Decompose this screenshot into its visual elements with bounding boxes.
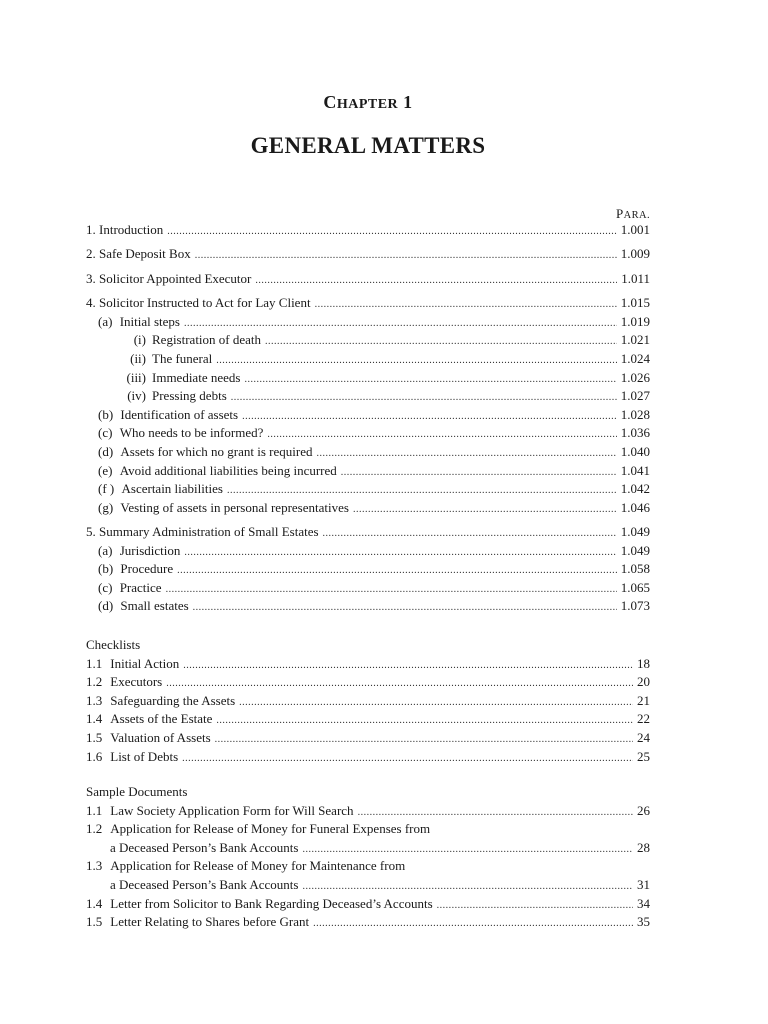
- sample-entry-heading: [86, 802, 354, 821]
- checklist-label: Safeguarding the Assets: [110, 692, 236, 708]
- toc-entry-label: Practice: [119, 579, 162, 595]
- toc-entry-para: 1.011: [621, 270, 650, 286]
- dot-leader: [231, 389, 617, 408]
- dot-leader: [317, 445, 617, 464]
- checklist-number: 1.5: [86, 729, 103, 745]
- checklist-page: 24: [637, 729, 650, 745]
- checklist-entry-heading: [86, 692, 235, 711]
- toc-entry: [86, 480, 650, 499]
- dot-leader: [195, 247, 617, 266]
- toc-entry-heading: [86, 462, 337, 481]
- checklist-entry-heading: [86, 729, 211, 748]
- dot-leader: [315, 296, 617, 315]
- chapter-number: 1: [403, 92, 413, 112]
- toc-entry-number: (d): [98, 598, 114, 614]
- toc-entry-para: 1.041: [620, 462, 650, 478]
- toc-entry-label: Pressing debts: [152, 388, 227, 404]
- toc-entry-number: (g): [98, 499, 114, 515]
- chapter-title: GENERAL MATTERS: [250, 133, 486, 158]
- toc-entry-label: Introduction: [99, 222, 164, 237]
- toc-entry-label: Solicitor Instructed to Act for Lay Client: [99, 295, 311, 311]
- toc-entry-label: Initial steps: [119, 313, 180, 329]
- toc-entry-para: 1.015: [620, 295, 650, 311]
- sample-documents-title: Sample Documents: [86, 784, 188, 799]
- toc-entry-para: 1.027: [620, 388, 650, 404]
- sample-number: 1.4: [86, 895, 103, 911]
- toc-entry-heading: [86, 331, 261, 350]
- toc-entry-heading: [86, 443, 313, 462]
- toc-entry-para: 1.021: [620, 332, 650, 348]
- sample-label: Application for Release of Money for Funeral Expenses from: [110, 821, 431, 837]
- toc-entry: [86, 270, 650, 289]
- dot-leader: [167, 223, 616, 242]
- sample-entry-heading: [86, 895, 433, 914]
- para-column-heading: PARA.: [615, 206, 650, 221]
- dot-leader: [437, 897, 633, 916]
- sample-label: Application for Release of Money for Maintenance from: [110, 858, 406, 874]
- checklist-number: 1.4: [86, 711, 103, 727]
- toc-entry: [86, 294, 650, 313]
- toc-entry-number: (f ): [98, 481, 115, 497]
- toc-entry-label: Summary Administration of Small Estates: [99, 524, 319, 540]
- dot-leader: [215, 731, 633, 750]
- sample-entry: [86, 820, 650, 839]
- sample-entry: [86, 895, 650, 914]
- toc-entry-number: (b): [98, 561, 114, 577]
- sample-page: 31: [637, 876, 650, 892]
- toc-entry: [86, 542, 650, 561]
- toc-entry-heading: [86, 480, 223, 499]
- chapter-first-letter: C: [323, 92, 337, 112]
- toc-entry-label: Safe Deposit Box: [99, 246, 191, 262]
- sample-number: 1.3: [86, 858, 103, 874]
- checklist-label: Valuation of Assets: [110, 729, 211, 745]
- toc-entry: [86, 499, 650, 518]
- toc-entry: [86, 245, 650, 264]
- toc-entry-heading: [86, 560, 173, 579]
- toc-entry-label: The funeral: [152, 350, 213, 366]
- toc-entry: [86, 462, 650, 481]
- checklist-entry: [86, 729, 650, 748]
- toc-entry-heading: [86, 313, 180, 332]
- dot-leader: [182, 750, 633, 769]
- checklist-page: 25: [637, 748, 650, 764]
- toc-entry-para: 1.026: [620, 369, 650, 385]
- dot-leader: [267, 426, 616, 445]
- checklist-number: 1.2: [86, 674, 103, 690]
- toc-entry-para: 1.049: [620, 524, 650, 540]
- toc-entry-para: 1.036: [620, 425, 650, 441]
- toc-entry: [86, 579, 650, 598]
- toc-entry-label: Vesting of assets in personal representatives: [120, 499, 349, 515]
- checklist-entry: [86, 710, 650, 729]
- checklist-entry: [86, 692, 650, 711]
- toc-entry-para: 1.024: [620, 350, 650, 366]
- checklist-entry: [86, 655, 650, 674]
- toc-entry-number: (d): [98, 443, 114, 459]
- dot-leader: [193, 599, 617, 618]
- toc-entry: [86, 424, 650, 443]
- toc-entry-number: (iv): [127, 388, 146, 404]
- checklist-page: 18: [637, 655, 650, 671]
- toc-entry-label: Who needs to be informed?: [119, 425, 264, 441]
- dot-leader: [183, 657, 633, 676]
- sample-entry: [86, 913, 650, 932]
- dot-leader: [265, 333, 617, 352]
- toc-entry-para: 1.019: [620, 313, 650, 329]
- toc-entry-para: 1.049: [620, 542, 650, 558]
- dot-leader: [239, 694, 633, 713]
- sample-entry-heading: [86, 913, 309, 932]
- checklist-number: 1.1: [86, 655, 103, 671]
- toc-entry: [86, 597, 650, 616]
- toc-entry-para: 1.009: [620, 246, 650, 262]
- toc-entry-heading: [86, 523, 319, 542]
- dot-leader: [216, 352, 616, 371]
- toc-entry-heading: [86, 369, 240, 388]
- toc-entry-label: Avoid additional liabilities being incurred: [119, 462, 337, 478]
- toc-entry: [86, 221, 650, 240]
- checklist-number: 1.6: [86, 748, 103, 764]
- dot-leader: [341, 464, 617, 483]
- toc-entry: [86, 560, 650, 579]
- toc-entry-number: 5.: [86, 524, 96, 540]
- toc-entry-label: Jurisdiction: [119, 542, 181, 558]
- checklist-entry-heading: [86, 655, 179, 674]
- checklist-entry-heading: [86, 748, 178, 767]
- dot-leader: [177, 562, 617, 581]
- toc-entry: [86, 523, 650, 542]
- checklist-number: 1.3: [86, 692, 103, 708]
- sample-label-continuation: a Deceased Person’s Bank Accounts: [110, 876, 299, 892]
- toc-entry-para: 1.028: [620, 406, 650, 422]
- toc-entry-number: (iii): [126, 369, 146, 385]
- toc-entry-label: Identification of assets: [120, 406, 239, 422]
- dot-leader: [323, 525, 617, 544]
- toc-entry-para: 1.073: [620, 598, 650, 614]
- dot-leader: [216, 712, 633, 731]
- dot-leader: [244, 371, 616, 390]
- toc-entry-heading: [86, 499, 349, 518]
- checklist-label: Executors: [110, 674, 163, 690]
- sample-label-continuation: a Deceased Person’s Bank Accounts: [110, 839, 299, 855]
- dot-leader: [313, 915, 633, 934]
- toc-entry-heading: [86, 221, 163, 240]
- chapter-word-rest: HAPTER: [336, 97, 399, 112]
- toc-entry-label: Assets for which no grant is required: [120, 443, 313, 459]
- checklist-entry: [86, 673, 650, 692]
- toc-entry-number: 1.: [86, 222, 96, 237]
- toc-entry: [86, 387, 650, 406]
- checklist-label: List of Debts: [110, 748, 179, 764]
- checklist-page: 22: [637, 711, 650, 727]
- dot-leader: [184, 544, 616, 563]
- toc-entry-heading: [86, 245, 191, 264]
- sample-documents-section: [86, 783, 650, 932]
- toc-entry-heading: [86, 424, 263, 443]
- sample-label: Law Society Application Form for Will Search: [110, 802, 354, 818]
- toc-entry-number: 4.: [86, 295, 96, 311]
- checklist-page: 21: [637, 692, 650, 708]
- toc-entry-label: Ascertain liabilities: [121, 481, 223, 497]
- toc-entry-para: 1.065: [620, 579, 650, 595]
- toc-entry: [86, 313, 650, 332]
- toc-entry-para: 1.042: [620, 481, 650, 497]
- checklist-page: 20: [637, 674, 650, 690]
- toc-entry: [86, 350, 650, 369]
- toc-entry-label: Small estates: [120, 598, 189, 614]
- toc-entry-heading: [86, 406, 238, 425]
- toc-entry: [86, 406, 650, 425]
- sample-page: 35: [637, 914, 650, 930]
- toc-entry-heading: [86, 387, 227, 406]
- toc-entry-label: Registration of death: [152, 332, 262, 348]
- checklists-section: [86, 636, 650, 766]
- sample-page: 26: [637, 802, 650, 818]
- toc-entry: [86, 369, 650, 388]
- sample-entry-continuation: [86, 876, 650, 895]
- toc-entry-number: (e): [98, 462, 113, 478]
- sample-label: Letter from Solicitor to Bank Regarding Deceased’s Accounts: [110, 895, 433, 911]
- toc-entry-para: 1.046: [620, 499, 650, 515]
- dot-leader: [166, 675, 633, 694]
- sample-number: 1.1: [86, 802, 103, 818]
- toc-entry-number: (i): [133, 332, 146, 348]
- sample-entry: [86, 857, 650, 876]
- sample-entry-heading: [86, 820, 430, 839]
- dot-leader: [242, 408, 617, 427]
- toc-entry-number: (ii): [130, 350, 146, 366]
- toc-entry-heading: [86, 294, 311, 313]
- toc-entry-para: 1.001: [620, 222, 650, 237]
- chapter-heading: [86, 92, 650, 113]
- dot-leader: [166, 581, 617, 600]
- table-of-contents: [86, 221, 650, 616]
- dot-leader: [353, 501, 617, 520]
- sample-page: 28: [637, 839, 650, 855]
- toc-entry-heading: [86, 350, 212, 369]
- toc-entry-heading: [86, 579, 162, 598]
- toc-entry: [86, 331, 650, 350]
- toc-entry-label: Procedure: [120, 561, 174, 577]
- checklists-title: Checklists: [86, 637, 141, 652]
- sample-label: Letter Relating to Shares before Grant: [110, 914, 310, 930]
- sample-entry-heading: [86, 857, 405, 876]
- toc-entry-label: Immediate needs: [152, 369, 241, 385]
- toc-entry-number: 3.: [86, 270, 96, 286]
- toc-entry-number: (b): [98, 406, 114, 422]
- checklist-label: Initial Action: [110, 655, 180, 671]
- sample-entry: [86, 802, 650, 821]
- sample-number: 1.5: [86, 914, 103, 930]
- checklist-entry-heading: [86, 673, 162, 692]
- checklist-entry: [86, 748, 650, 767]
- toc-entry-heading: [86, 270, 251, 289]
- toc-entry-number: 2.: [86, 246, 96, 262]
- checklist-label: Assets of the Estate: [110, 711, 213, 727]
- toc-entry-para: 1.040: [620, 443, 650, 459]
- sample-page: 34: [637, 895, 650, 911]
- toc-entry-heading: [86, 597, 189, 616]
- toc-entry: [86, 443, 650, 462]
- toc-entry-number: (a): [98, 313, 113, 329]
- checklist-entry-heading: [86, 710, 212, 729]
- toc-entry-number: (c): [98, 579, 113, 595]
- toc-entry-number: (c): [98, 425, 113, 441]
- sample-number: 1.2: [86, 821, 103, 837]
- dot-leader: [255, 272, 617, 291]
- toc-entry-para: 1.058: [620, 561, 650, 577]
- sample-entry-continuation: [86, 839, 650, 858]
- toc-entry-label: Solicitor Appointed Executor: [99, 270, 252, 286]
- toc-entry-heading: [86, 542, 180, 561]
- toc-entry-number: (a): [98, 542, 113, 558]
